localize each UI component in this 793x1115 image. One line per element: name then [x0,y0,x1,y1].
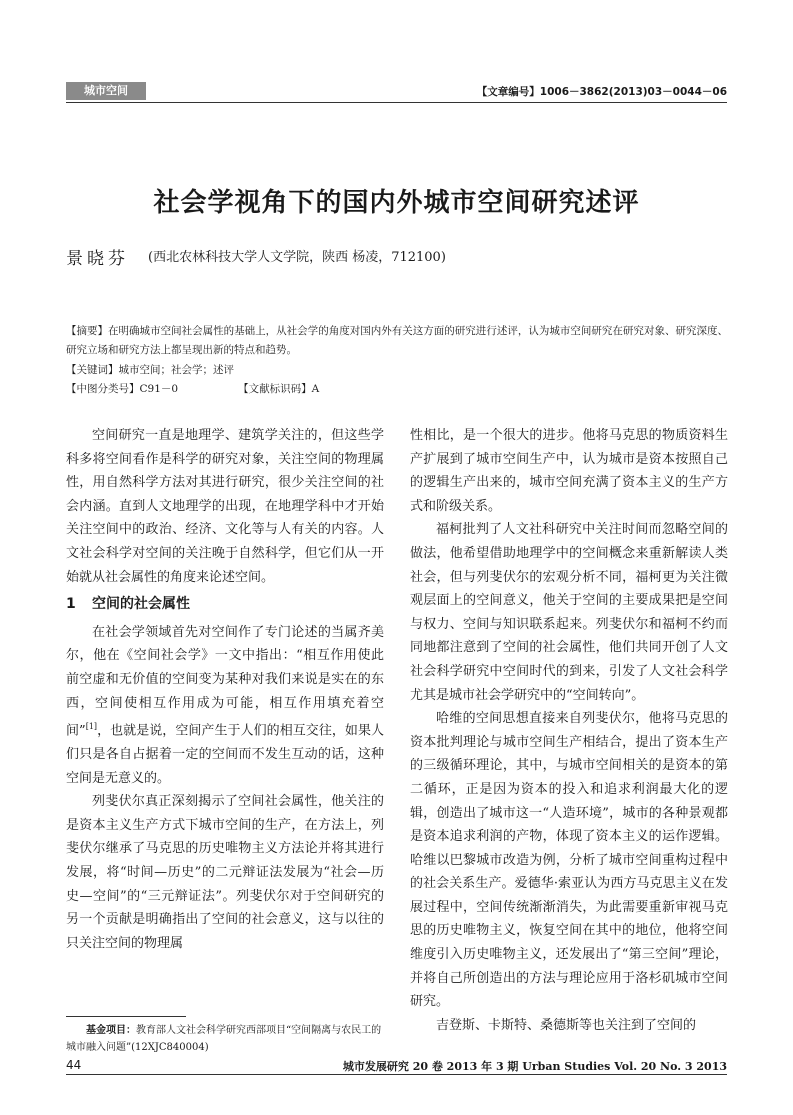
citation-ref: [1] [85,722,98,732]
section-number: 1 [66,596,76,613]
section-tag: 城市空间 [66,82,146,100]
right-paragraph-4: 吉登斯、卡斯特、桑德斯等也关注到了空间的 [436,1017,697,1033]
left-paragraph-1: 空间研究一直是地理学、建筑学关注的，但这些学科多将空间看作是科学的研究对象，关注空间的物理属性，用自然科学方法对其进行研究，很少关注空间的社会内涵。直到人文地理学的出现，在地理学科中才开始关注空间中的政治、经济、文化等与人有关的内容。人文社会科学对空间的关注晚于自然科学，但它们从一开始就从社会属性的角度来论述空间。 [66,428,384,585]
right-column [410,424,728,1037]
article-number: 【文章编号】1006－3862(2013)03－0044－06 [476,86,727,98]
page-number: 44 [66,1058,82,1072]
right-paragraph-2: 福柯批判了人文社科研究中关注时间而忽略空间的做法，他希望借助地理学中的空间概念来重新解读人类社会，但与列斐伏尔的宏观分析不同，福柯更为关注微观层面上的空间意义，他关于空间的主要成果把是空间与权力、空间与知识联系起来。列斐伏尔和福柯不约而同地都注意到了空间的社会属性，他们共同开创了人文社会科学研究中空间时代的到来，引发了人文社会科学尤其是城市社会学研究中的“空间转向”。 [410,522,728,703]
left-paragraph-2 [66,621,384,790]
left-paragraph-2b: ，也就是说，空间产生于人们的相互交往，如果人们只是各自占据着一定的空间而不发生互动的话，这种空间是无意义的。 [66,723,384,786]
funding-label: 基金项目： [86,1025,136,1036]
funding-text: 教育部人文社会科学研究西部项目“空间隔离与农民工的城市融入问题”(12XJC840004) [66,1025,382,1053]
section-heading-text: 空间的社会属性 [92,596,190,613]
right-paragraph-1: 性相比，是一个很大的进步。他将马克思的物质资料生产扩展到了城市空间生产中，认为城市是资本按照自己的逻辑生产出来的，城市空间充满了资本主义的生产方式和阶级关系。 [410,428,728,514]
abstract: 【摘要】在明确城市空间社会属性的基础上，从社会学的角度对国内外有关这方面的研究进行述评，认为城市空间研究在研究对象、研究深度、研究立场和研究方法上都呈现出新的特点和趋势。 [66,325,728,356]
author-affiliation: (西北农林科技大学人文学院，陕西 杨凌，712100) [148,250,446,265]
footer-rule [66,1074,727,1075]
left-column [66,424,384,955]
classification-number: 【中图分类号】C91－0 [66,383,179,395]
left-paragraph-3: 列斐伏尔真正深刻揭示了空间社会属性，他关注的是资本主义生产方式下城市空间的生产，在方法上，列斐伏尔继承了马克思的历史唯物主义方法论并将其进行发展，将“时间—历史”的二元辩证法发展为“社会—历史—空间”的“三元辩证法”。列斐伏尔对于空间研究的另一个贡献是明确指出了空间的社会意义，这与以往的只关注空间的物理属 [66,794,384,951]
classification-line [66,380,319,399]
article-title: 社会学视角下的国内外城市空间研究述评 [153,188,640,218]
keywords: 【关键词】城市空间；社会学；述评 [66,364,234,376]
funding-note [66,1022,386,1056]
section-heading [66,593,384,617]
journal-info: 城市发展研究 20 卷 2013 年 3 期 Urban Studies Vol. 20 No. 3 2013 [342,1060,727,1073]
footnote-rule [66,1016,186,1017]
header-rule [66,102,727,103]
author-name: 景晓芬 [66,249,129,269]
left-paragraph-2a: 在社会学领域首先对空间作了专门论述的当属齐美尔，他在《空间社会学》一文中指出：“相互作用使此前空虚和无价值的空间变为某种对我们来说是实在的东西，空间使相互作用成为可能，相互作用填充着空间” [66,624,384,739]
right-paragraph-3: 哈维的空间思想直接来自列斐伏尔，他将马克思的资本批判理论与城市空间生产相结合，提出了资本生产的三级循环理论，其中，与城市空间相关的是资本的第二循环，正是因为资本的投入和追求利润最大化的逻辑，创造出了城市这一“人造环境”，城市的各种景观都是资本追求利润的产物，体现了资本主义的运作逻辑。哈维以巴黎城市改造为例，分析了城市空间重构过程中的社会关系生产。爱德华·索亚认为西方马克思主义在发展过程中，空间传统渐渐消失，为此需要重新审视马克思的历史唯物主义，恢复空间在其中的地位，他将空间维度引入历史唯物主义，还发展出了“第三空间”理论，并将自己所创造出的方法与理论应用于洛杉矶城市空间研究。 [410,711,728,1010]
document-code: 【文献标识码】A [238,383,320,395]
